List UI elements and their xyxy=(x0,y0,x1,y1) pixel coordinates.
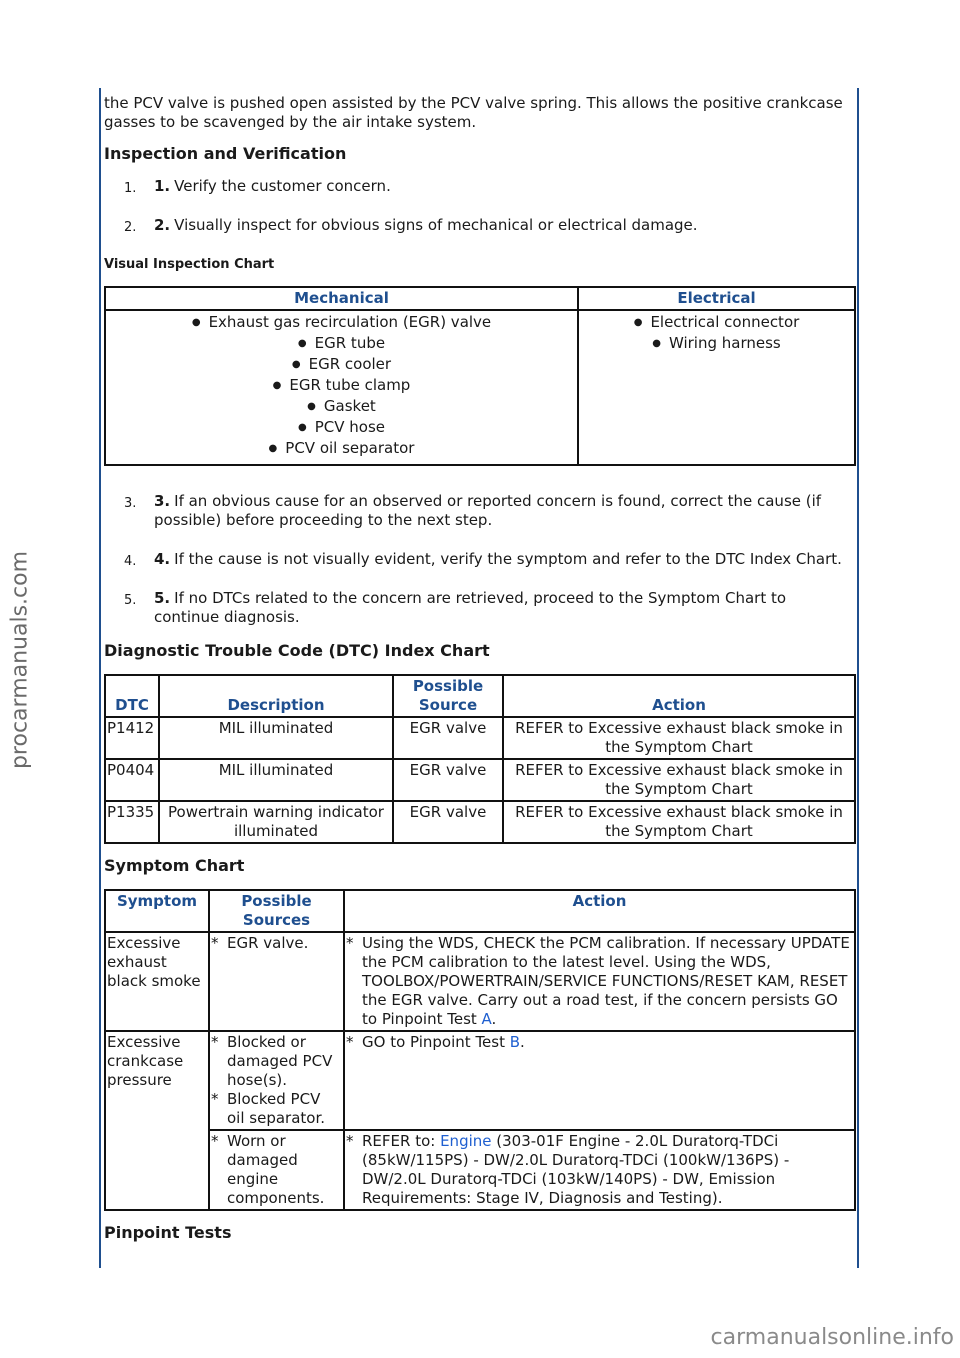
inspection-heading: Inspection and Verification xyxy=(104,144,347,163)
dtc-index-table xyxy=(104,674,856,844)
list-item: ● PCV oil separator xyxy=(106,439,577,460)
list-item: ● Gasket xyxy=(106,397,577,418)
pinpoint-test-a-link[interactable]: A xyxy=(481,1010,492,1028)
list-item: ● PCV hose xyxy=(106,418,577,439)
symptom-chart-title: Symptom Chart xyxy=(104,856,245,875)
side-watermark: procarmanuals.com xyxy=(7,550,33,770)
col-dtc: DTC xyxy=(105,675,159,717)
table-row: Excessive crankcase pressure * Blocked or damaged PCV hose(s). * Blocked PCV oil separator. * GO to Pinpoint Test B. xyxy=(105,1031,855,1130)
col-description: Description xyxy=(159,675,393,717)
dtc-chart-title: Diagnostic Trouble Code (DTC) Index Chart xyxy=(104,641,490,660)
symptom-table xyxy=(104,889,856,1211)
step-item: 4. 4. If the cause is not visually evident, verify the symptom and refer to the DTC Index Chart. xyxy=(124,550,842,569)
mechanical-cell xyxy=(105,310,578,465)
col-symptom: Symptom xyxy=(105,890,209,932)
table-row: P1335 Powertrain warning indicator illuminated EGR valve REFER to Excessive exhaust black smoke in the Symptom Chart xyxy=(105,801,855,843)
list-item: ● Electrical connector xyxy=(579,313,854,334)
steps-list-b xyxy=(104,492,856,627)
table-row: * Worn or damaged engine components. * REFER to: Engine (303-01F Engine - 2.0L Duratorq-TDCi (85kW/115PS) - DW/2.0L Duratorq-TDCi (100kW/136PS) - DW/2.0L Duratorq-TDCi (103kW/140PS) - DW, Emission Requirements: Stage IV, Diagnosis and Testing). xyxy=(105,1130,855,1210)
step-item: 3. 3. If an obvious cause for an observed or reported concern is found, correct the cause (if possible) before proceeding to the next step. xyxy=(124,492,822,529)
table-row: Excessive exhaust black smoke * EGR valve. * Using the WDS, CHECK the PCM calibration. If necessary UPDATE the PCM calibration to the latest level. Using the WDS, TOOLBOX/POWERTRAIN/SERVICE FUNCTIONS/RESET KAM, RESET the EGR valve. Carry out a road test, if the concern persists GO to Pinpoint Test A. xyxy=(105,932,855,1031)
document-body xyxy=(104,94,856,1256)
table-row: P0404 MIL illuminated EGR valve REFER to Excessive exhaust black smoke in the Symptom Chart xyxy=(105,759,855,801)
list-item: ● Wiring harness xyxy=(579,334,854,355)
list-item: ● EGR tube clamp xyxy=(106,376,577,397)
col-electrical: Electrical xyxy=(578,287,855,310)
step-item: 5. 5. If no DTCs related to the concern are retrieved, proceed to the Symptom Chart to continue diagnosis. xyxy=(124,589,787,626)
col-possible-source: Possible Source xyxy=(393,675,503,717)
step-item: 2. 2. Visually inspect for obvious signs of mechanical or electrical damage. xyxy=(124,216,698,235)
col-action: Action xyxy=(503,675,855,717)
col-action: Action xyxy=(344,890,855,932)
pinpoint-test-b-link[interactable]: B xyxy=(509,1033,521,1051)
steps-list-a xyxy=(104,177,856,235)
list-item: ● EGR tube xyxy=(106,334,577,355)
pinpoint-heading: Pinpoint Tests xyxy=(104,1223,232,1242)
electrical-cell xyxy=(578,310,855,465)
table-row: P1412 MIL illuminated EGR valve REFER to Excessive exhaust black smoke in the Symptom Chart xyxy=(105,717,855,759)
right-margin-rule xyxy=(857,88,859,1268)
left-margin-rule xyxy=(99,88,101,1268)
col-mechanical: Mechanical xyxy=(105,287,578,310)
visual-inspection-table xyxy=(104,286,856,466)
engine-link[interactable]: Engine xyxy=(440,1132,492,1150)
list-item: ● EGR cooler xyxy=(106,355,577,376)
bottom-watermark: carmanualsonline.info xyxy=(710,1325,954,1350)
intro-paragraph: the PCV valve is pushed open assisted by the PCV valve spring. This allows the positive crankcase gasses to be scavenged by the air intake system. xyxy=(104,94,843,131)
visual-chart-title: Visual Inspection Chart xyxy=(104,257,275,272)
list-item: ● Exhaust gas recirculation (EGR) valve xyxy=(106,313,577,334)
step-item: 1. 1. Verify the customer concern. xyxy=(124,177,391,196)
col-possible-sources: Possible Sources xyxy=(209,890,344,932)
